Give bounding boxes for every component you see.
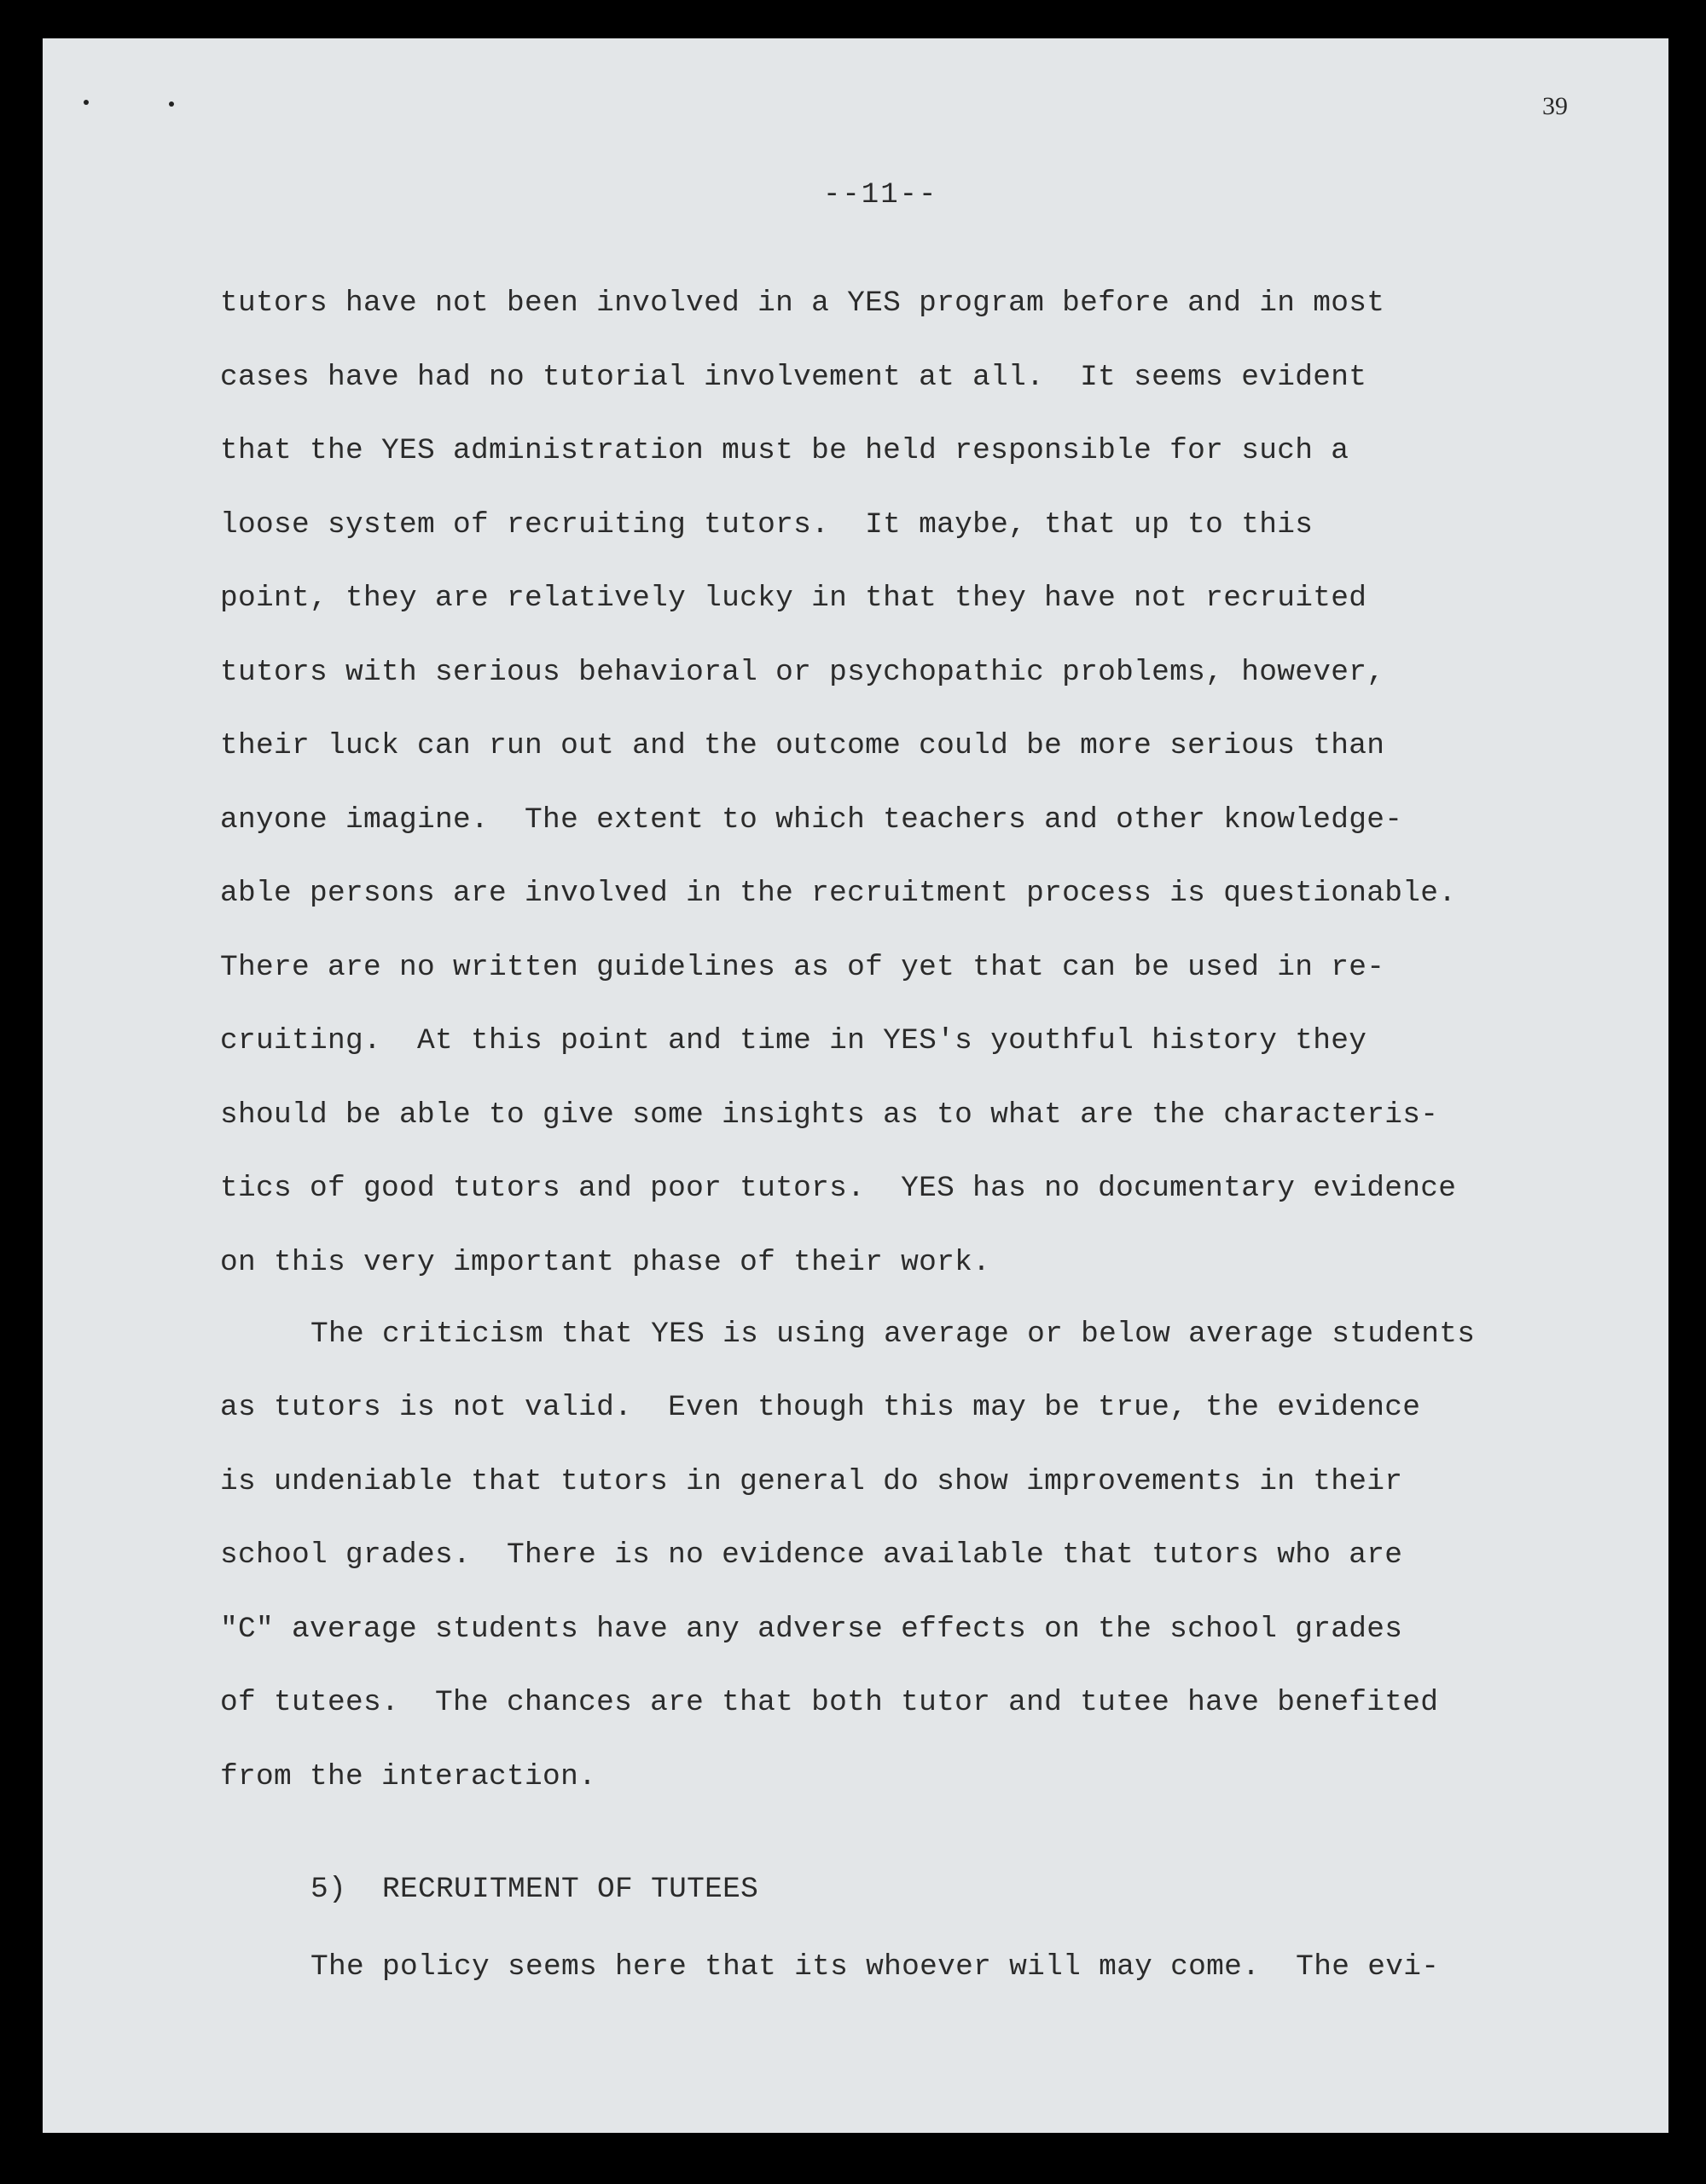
body-line: from the interaction. [220, 1760, 597, 1793]
body-line: should be able to give some insights as to what are the characteris- [220, 1098, 1439, 1132]
body-line: is undeniable that tutors in general do show improvements in their [220, 1465, 1403, 1498]
body-line: their luck can run out and the outcome could be more serious than [220, 729, 1385, 762]
body-line: tutors with serious behavioral or psychopathic problems, however, [220, 656, 1385, 689]
body-line: that the YES administration must be held responsible for such a [220, 434, 1349, 467]
paragraph-first-line: The criticism that YES is using average or below average students [310, 1318, 1476, 1351]
body-line: school grades. There is no evidence available that tutors who are [220, 1538, 1403, 1572]
body-line: of tutees. The chances are that both tutor and tutee have benefited [220, 1686, 1439, 1719]
body-line: anyone imagine. The extent to which teachers and other knowledge- [220, 803, 1403, 837]
body-line: tics of good tutors and poor tutors. YES has no documentary evidence [220, 1172, 1457, 1205]
document-page [43, 38, 1668, 2133]
paragraph-first-line: The policy seems here that its whoever will may come. The evi- [310, 1950, 1440, 1984]
body-line: "C" average students have any adverse effects on the school grades [220, 1613, 1403, 1646]
page-number: --11-- [823, 179, 938, 211]
body-line: as tutors is not valid. Even though this may be true, the evidence [220, 1391, 1421, 1424]
body-line: cases have had no tutorial involvement at all. It seems evident [220, 361, 1367, 394]
body-line: on this very important phase of their work. [220, 1246, 991, 1279]
paper-speck [84, 100, 89, 105]
body-line: loose system of recruiting tutors. It maybe, that up to this [220, 508, 1314, 542]
section-heading: 5) RECRUITMENT OF TUTEES [310, 1873, 759, 1906]
paper-speck [169, 101, 174, 107]
archive-page-number: 39 [1542, 92, 1568, 120]
body-line: There are no written guidelines as of yet that can be used in re- [220, 951, 1385, 984]
body-line: tutors have not been involved in a YES program before and in most [220, 287, 1385, 320]
body-line: cruiting. At this point and time in YES's youthful history they [220, 1024, 1367, 1057]
body-line: point, they are relatively lucky in that they have not recruited [220, 582, 1367, 615]
body-line: able persons are involved in the recruitment process is questionable. [220, 877, 1457, 910]
